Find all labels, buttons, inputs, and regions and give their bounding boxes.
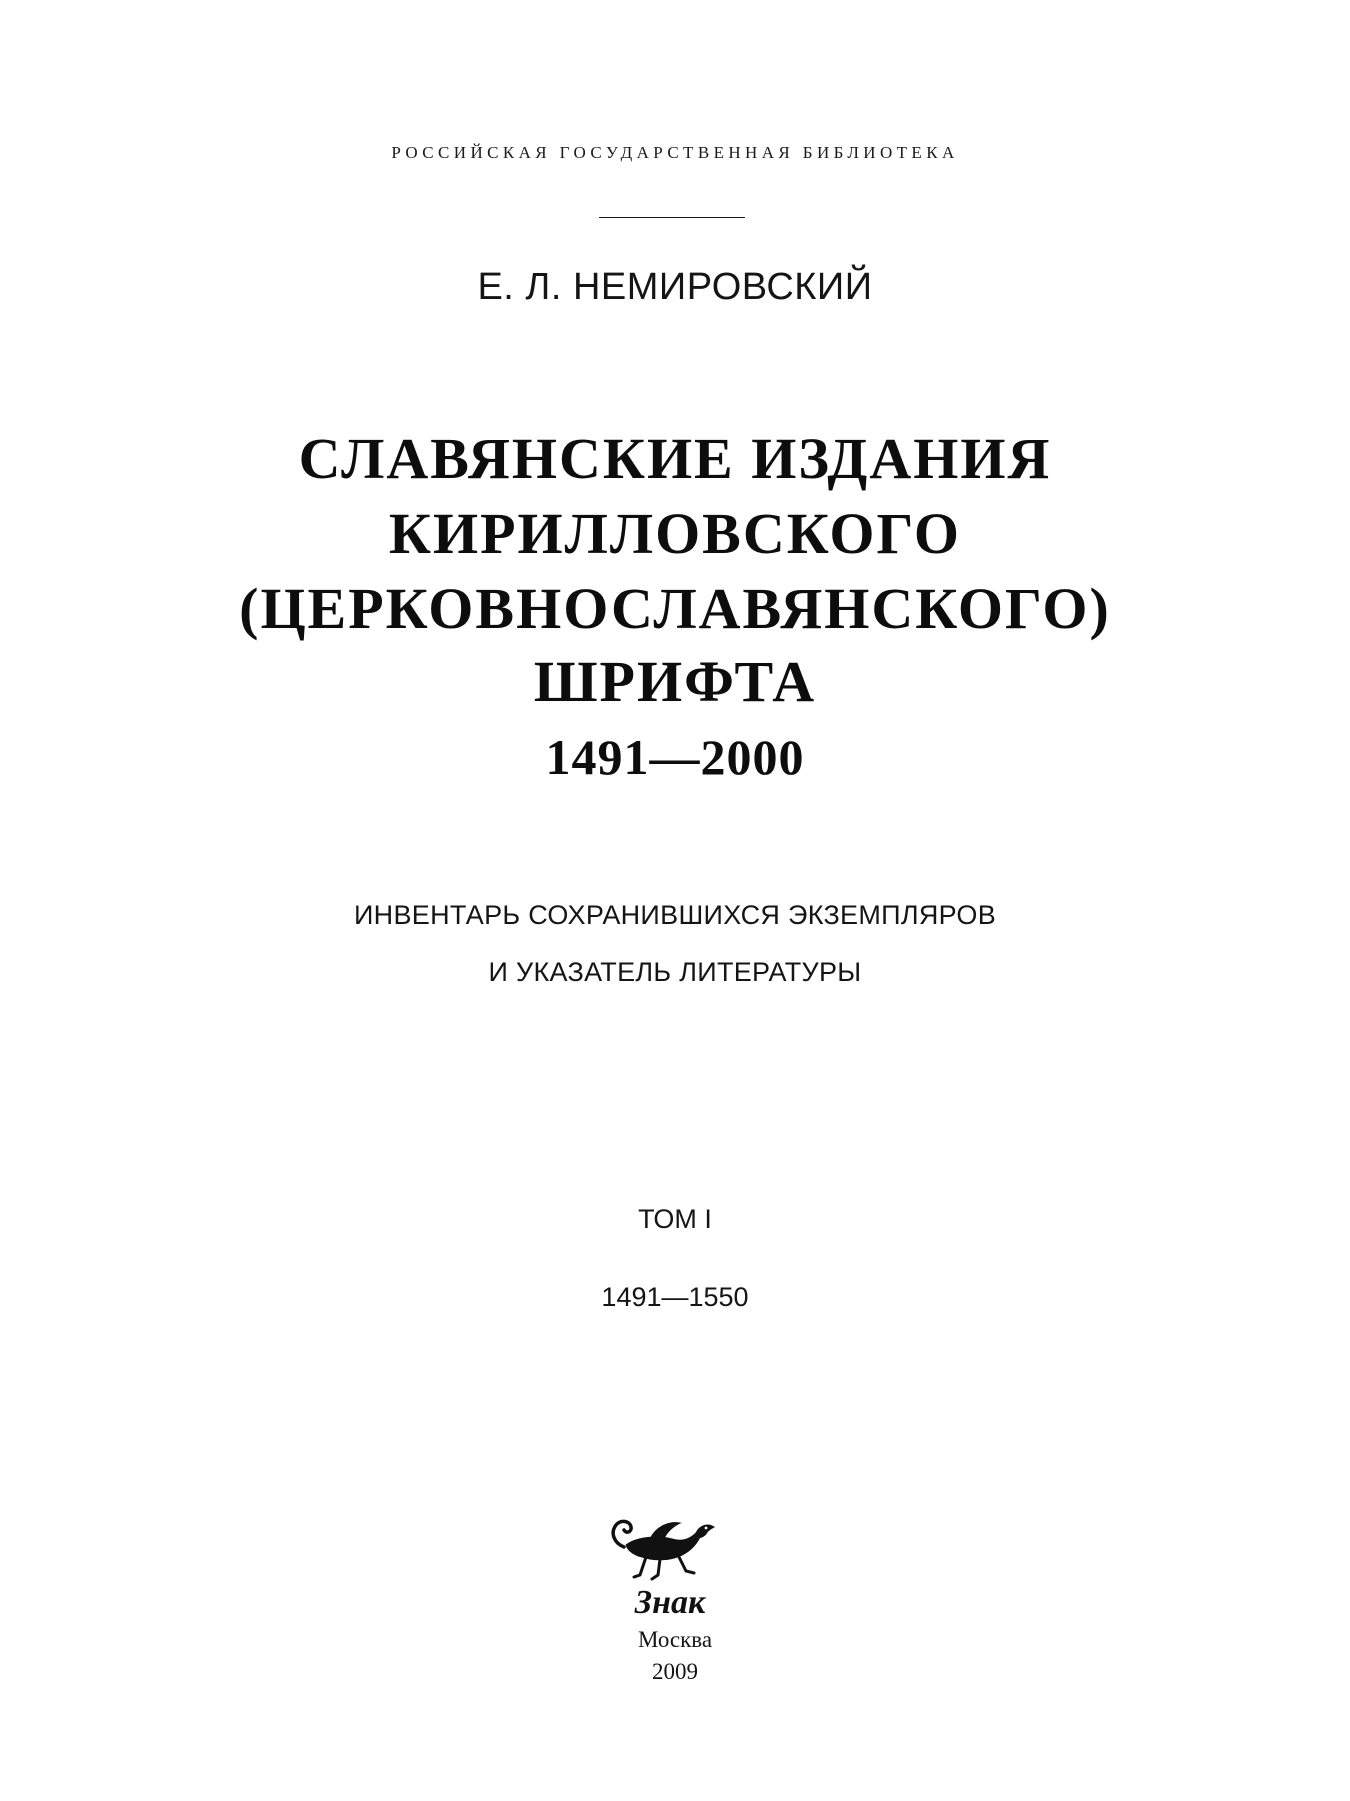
title-line-1: СЛАВЯНСКИЕ ИЗДАНИЯ xyxy=(298,426,1052,491)
publisher-city: Москва xyxy=(637,1627,713,1652)
title-line-3: (ЦЕРКОВНОСЛАВЯНСКОГО) xyxy=(239,576,1111,641)
publication-year: 2009 xyxy=(652,1659,698,1684)
griffin-icon xyxy=(613,1521,714,1579)
subtitle-line-1: ИНВЕНТАРЬ СОХРАНИВШИХСЯ ЭКЗЕМПЛЯРОВ xyxy=(353,900,997,930)
title-line-4: ШРИФТА xyxy=(533,649,817,714)
publisher-logo-text: Знак xyxy=(634,1584,706,1621)
volume-period: 1491—1550 xyxy=(601,1282,749,1312)
volume-label: ТОМ I xyxy=(638,1204,712,1234)
subtitle-line-2: И УКАЗАТЕЛЬ ЛИТЕРАТУРЫ xyxy=(488,957,862,987)
publisher-logo xyxy=(606,1515,728,1625)
title-years: 1491—2000 xyxy=(545,729,805,785)
header-divider xyxy=(599,217,745,218)
institution-name: РОССИЙСКАЯ ГОСУДАРСТВЕННАЯ БИБЛИОТЕКА xyxy=(391,143,959,162)
title-line-2: КИРИЛЛОВСКОГО xyxy=(388,501,962,566)
author-name: Е. Л. НЕМИРОВСКИЙ xyxy=(477,266,873,308)
